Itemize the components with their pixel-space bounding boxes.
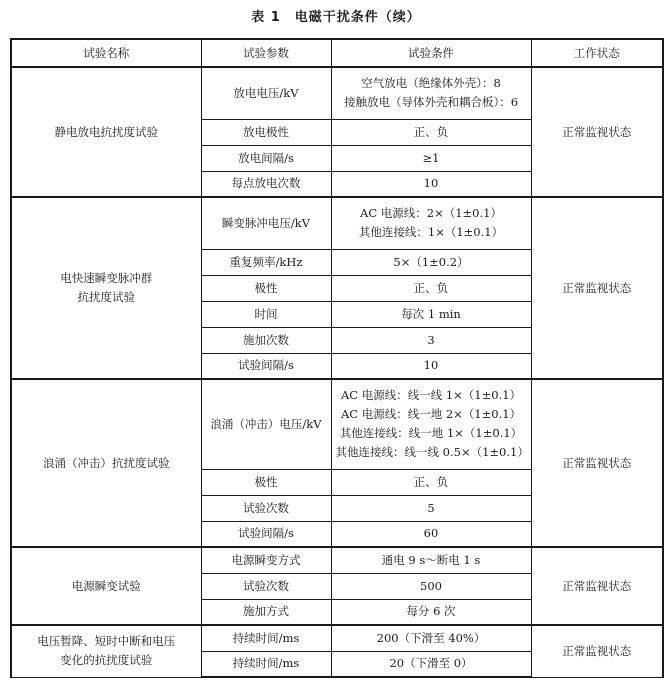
test-condition-line: 正、负 [413, 124, 449, 139]
test-condition-line: AC 电源线：线一地 2×（1±0.1） [340, 407, 522, 422]
test-condition-cell [331, 379, 531, 469]
test-name-cell [11, 197, 201, 379]
working-state-cell: 正常监视状态 [531, 625, 663, 677]
working-state-cell: 正常监视状态 [531, 379, 663, 547]
test-condition-cell [331, 249, 531, 275]
table-title: 表 1 电磁干扰条件（续） [251, 10, 421, 25]
test-name-line: 静电放电抗扰度试验 [54, 124, 158, 139]
test-condition-line: 60 [423, 526, 439, 541]
test-group [11, 67, 663, 197]
test-parameter-cell: 放电极性 [201, 119, 331, 145]
header-working-state: 工作状态 [531, 39, 663, 67]
table-row [11, 625, 663, 651]
test-parameter-cell: 施加次数 [201, 327, 331, 353]
test-parameter-cell: 试验间隔/s [201, 521, 331, 547]
emi-conditions-table [10, 38, 664, 678]
test-condition-line: 空气放电（绝缘体外壳）：8 [361, 76, 501, 91]
test-parameter-cell: 持续时间/ms [201, 651, 331, 677]
test-condition-cell [331, 171, 531, 197]
test-condition-cell [331, 301, 531, 327]
test-name-cell [11, 625, 201, 677]
table-row [11, 379, 663, 469]
test-condition-line: 正、负 [413, 280, 449, 295]
header-test-parameter: 试验参数 [201, 39, 331, 67]
test-condition-cell [331, 353, 531, 379]
test-condition-line: AC 电源线：2×（1±0.1） [360, 206, 502, 221]
test-condition-cell [331, 197, 531, 249]
test-name-cell [11, 67, 201, 197]
test-parameter-cell: 时间 [201, 301, 331, 327]
test-condition-line: 500 [420, 578, 442, 593]
table-row [11, 197, 663, 249]
test-condition-cell [331, 327, 531, 353]
test-parameter-cell: 试验间隔/s [201, 353, 331, 379]
header-test-condition: 试验条件 [331, 39, 531, 67]
test-parameter-cell: 极性 [201, 275, 331, 301]
working-state-cell: 正常监视状态 [531, 197, 663, 379]
test-condition-line: 每次 1 min [401, 306, 461, 321]
test-parameter-cell: 持续时间/ms [201, 625, 331, 651]
test-name-line: 变化的抗扰度试验 [60, 653, 153, 668]
test-name-line: 抗扰度试验 [77, 290, 135, 304]
test-group [11, 197, 663, 379]
test-parameter-cell: 重复频率/kHz [201, 249, 331, 275]
test-condition-cell [331, 573, 531, 599]
working-state-cell: 正常监视状态 [531, 67, 663, 197]
table-row [11, 547, 663, 573]
test-condition-cell [331, 651, 531, 677]
test-condition-cell [331, 275, 531, 301]
test-parameter-cell: 浪涌（冲击）电压/kV [201, 379, 331, 469]
test-condition-line: 通电 9 s～断电 1 s [381, 552, 481, 567]
header-row [11, 39, 663, 67]
test-condition-line: 其他连接线：1×（1±0.1） [358, 225, 504, 240]
test-group [11, 379, 663, 547]
working-state-cell: 正常监视状态 [531, 547, 663, 625]
test-name-line: 电源瞬变试验 [71, 578, 141, 593]
test-condition-cell [331, 521, 531, 547]
test-condition-cell [331, 495, 531, 521]
test-condition-cell [331, 119, 531, 145]
test-condition-line: ≥1 [422, 150, 440, 165]
test-name-cell [11, 547, 201, 625]
test-condition-line: 其他连接线：线一地 1×（1±0.1） [339, 426, 523, 441]
table-row [11, 67, 663, 119]
test-condition-cell [331, 625, 531, 651]
test-parameter-cell: 试验次数 [201, 573, 331, 599]
test-parameter-cell: 放电间隔/s [201, 145, 331, 171]
test-name-cell [11, 379, 201, 547]
test-condition-line: 10 [423, 358, 439, 373]
test-name-line: 电快速瞬变脉冲群 [60, 271, 153, 285]
test-name-line: 浪涌（冲击）抗扰度试验 [43, 455, 170, 470]
test-condition-line: 3 [427, 332, 435, 347]
test-parameter-cell: 电源瞬变方式 [201, 547, 331, 573]
test-group [11, 547, 663, 625]
test-condition-line: 接触放电（导体外壳和耦合板）：6 [343, 95, 519, 110]
test-condition-line: AC 电源线：线一线 1×（1±0.1） [340, 388, 522, 403]
test-parameter-cell: 试验次数 [201, 495, 331, 521]
test-condition-line: 20（下滑至 0） [389, 656, 473, 671]
test-condition-line: 5×（1±0.2） [393, 254, 469, 269]
test-condition-cell [331, 145, 531, 171]
test-parameter-cell: 每点放电次数 [201, 171, 331, 197]
test-condition-line: 正、负 [413, 474, 449, 489]
header-test-name: 试验名称 [11, 39, 201, 67]
test-condition-line: 每分 6 次 [406, 604, 456, 619]
test-condition-cell [331, 469, 531, 495]
test-parameter-cell: 放电电压/kV [201, 67, 331, 119]
test-condition-cell [331, 547, 531, 573]
test-parameter-cell: 瞬变脉冲电压/kV [201, 197, 331, 249]
test-condition-line: 200（下滑至 40%） [376, 630, 486, 645]
test-group [11, 625, 663, 677]
test-parameter-cell: 极性 [201, 469, 331, 495]
test-condition-line: 其他连接线：线一线 0.5×（1±0.1） [335, 445, 529, 460]
test-condition-cell [331, 67, 531, 119]
test-parameter-cell: 施加方式 [201, 599, 331, 625]
test-condition-line: 10 [423, 176, 439, 191]
test-condition-cell [331, 599, 531, 625]
test-name-line: 电压暂降、短时中断和电压 [37, 634, 176, 649]
test-condition-line: 5 [427, 500, 435, 515]
